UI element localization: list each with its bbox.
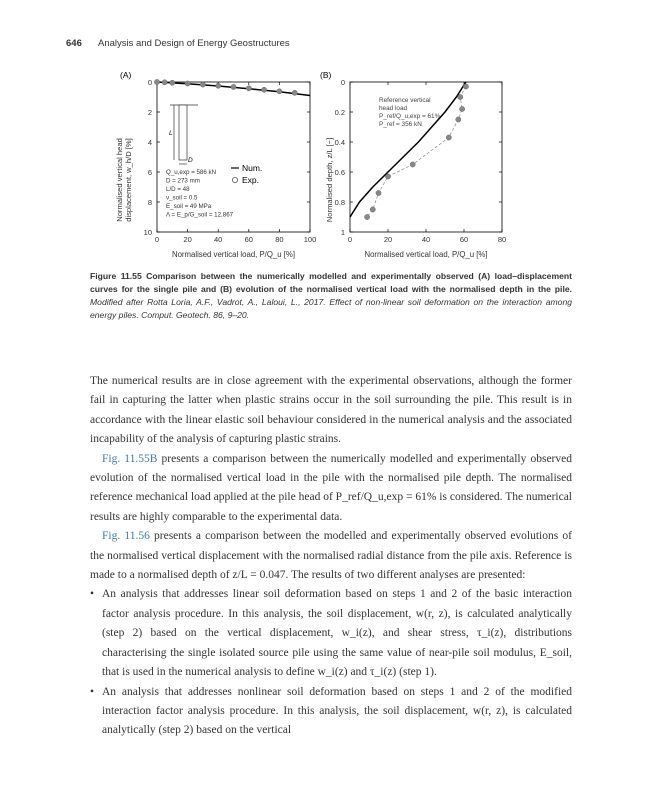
paragraph-2-text: presents a comparison between the numerically modelled and experimentally observed evolution of the normalised vertical load in the pile with the normalised pile depth. The normalised reference mechanical load applied at the pile head of P_ref/Q_u,exp = 61% is considered. The numerical results are highly comparable to the experimental data.: [90, 452, 572, 523]
panel-b-x-tick: 0: [347, 235, 353, 244]
panel-b-ylabel: Normalised depth, z/L [−]: [325, 137, 334, 223]
panel-b-x-tick: 20: [383, 235, 393, 244]
panel-b-y-tick: 0.4: [334, 138, 345, 147]
panel-b-label: (B): [320, 70, 332, 80]
figure-11-55: [110, 70, 530, 270]
list-item: • An analysis that addresses nonlinear soil deformation based on steps 1 and 2 of the modified interaction factor analysis procedure. In this analysis, the soil displacement, w(r, z), is calculated analytically (step 2) based on the vertical: [90, 685, 572, 737]
series-exp-point: [154, 79, 159, 84]
panel-a-legend: [231, 163, 262, 185]
paragraph-3: [90, 527, 572, 585]
panel-a-y-tick: 2: [147, 108, 152, 117]
panel-b-xlabel: Normalised vertical load, P/Q_u [%]: [364, 250, 488, 259]
panel-a-y-tick: 6: [147, 168, 152, 177]
series-exp-point: [410, 162, 415, 167]
annotation-line: head load: [379, 105, 408, 112]
panel-a-y-tick: 8: [147, 198, 152, 207]
series-exp-point: [446, 135, 451, 140]
panel-b-y-tick: 0: [340, 78, 345, 87]
analysis-list: [90, 585, 572, 740]
property-line: D = 273 mm: [166, 177, 200, 185]
panel-a-x-tick: 40: [214, 235, 223, 244]
series-exp-point: [170, 80, 175, 85]
body-text: [90, 372, 572, 741]
panel-a-ylabel-2: displacement, w_h/D [%]: [124, 138, 133, 222]
panel-a: [115, 70, 316, 259]
property-line: ν_soil = 0.5: [166, 194, 198, 202]
panel-b-y-tick: 1: [340, 228, 345, 237]
panel-b-x-tick: 60: [459, 235, 469, 244]
page-number: 646: [66, 38, 82, 49]
series-exp-point: [200, 82, 205, 87]
figure-link-11-55b[interactable]: Fig. 11.55B: [102, 452, 158, 465]
caption-source: Modified after Rotta Loria, A.F., Vadrot, A., Laloui, L., 2017. Effect of non-linear soil deformation on the interaction among energy piles. Comput. Geotech. 86, 9–20.: [90, 297, 572, 320]
panel-a-y-tick: 4: [147, 138, 152, 147]
series-exp-point: [385, 174, 390, 179]
series-exp-point: [458, 94, 463, 99]
property-line: Λ = E_p/G_soil = 12,867: [166, 211, 234, 219]
panel-a-y-tick: 0: [147, 78, 152, 87]
series-exp-point: [185, 81, 190, 86]
property-line: Q_u,exp = 586 kN: [166, 169, 217, 176]
panel-b-y-tick: 0.6: [334, 168, 345, 177]
series-exp-point: [463, 84, 468, 89]
pile-length-label: L: [169, 130, 173, 137]
figure-caption: [90, 270, 572, 322]
panel-a-label: (A): [120, 70, 132, 80]
bullet-1-text: An analysis that addresses linear soil deformation based on steps 1 and 2 of the basic interaction factor analysis procedure. In this analysis, the soil displacement, w(r, z), is calculated analytically (step 2) based on the vertical displacement, w_i(z), and shear stress, τ_i(z), distributions characterising the single isolated source pile using the same value of near-pile soil modulus, E_soil, that is used in the numerical analysis to define w_i(z) and τ_i(z) (step 1).: [102, 588, 572, 679]
series-exp-point: [456, 117, 461, 122]
list-item: • An analysis that addresses linear soil deformation based on steps 1 and 2 of the basic interaction factor analysis procedure. In this analysis, the soil displacement, w(r, z), is calculated analytically (step 2) based on the vertical displacement, w_i(z), and shear stress, τ_i(z), distributions characterising the single isolated source pile using the same value of near-pile soil modulus, E_soil, that is used in the numerical analysis to define w_i(z) and τ_i(z) (step 1).: [90, 588, 572, 679]
panel-a-x-tick: 80: [275, 235, 284, 244]
series-exp-point: [277, 89, 282, 94]
series-exp-point: [216, 83, 221, 88]
panel-a-x-tick: 60: [244, 235, 253, 244]
annotation-line: Reference vertical: [379, 97, 431, 104]
series-exp-point: [162, 80, 167, 85]
panel-a-x-tick: 100: [303, 235, 317, 244]
property-line: L/D = 48: [166, 186, 190, 193]
legend-num-label: Num.: [242, 163, 263, 173]
bullet-2-text: An analysis that addresses nonlinear soil deformation based on steps 1 and 2 of the modified interaction factor analysis procedure. In this analysis, the soil displacement, w(r, z), is calculated analytically (step 2) based on the vertical: [102, 685, 572, 737]
property-line: E_soil = 49 MPa: [166, 203, 212, 210]
panel-b-x-tick: 80: [497, 235, 507, 244]
panel-a-properties: [166, 169, 234, 219]
figure-link-11-56[interactable]: Fig. 11.56: [102, 530, 150, 543]
caption-text: Comparison between the numerically modelled and experimentally observed (A) load–displacement curves for the single pile and (B) evolution of the normalised vertical load with the normalised depth in the pile.: [90, 271, 572, 294]
panel-a-x-tick: 20: [183, 235, 192, 244]
panel-b-annotation: [379, 97, 441, 128]
legend-exp-marker: [232, 177, 237, 182]
panel-b-y-tick: 0.2: [334, 108, 345, 117]
annotation-line: P_ref/Q_u,exp = 61%: [379, 113, 441, 120]
pile-diameter-label: D: [188, 157, 193, 164]
panel-b-y-tick: 0.8: [334, 198, 345, 207]
paragraph-2: [90, 450, 572, 528]
pile-shaft: [179, 105, 187, 160]
series-exp-point: [231, 84, 236, 89]
series-exp-point: [262, 87, 267, 92]
caption-label: Figure 11.55: [90, 271, 142, 281]
panel-b-x-tick: 40: [421, 235, 431, 244]
paragraph-1: The numerical results are in close agreement with the experimental observations, although the former fail in capturing the latter when plastic strains occur in the soil surrounding the pile. This result is in accordance with the linear elastic soil behaviour considered in the numerical analysis and the associated incapability of the analysis of capturing plastic strains.: [90, 375, 572, 446]
page-header: [66, 38, 290, 49]
panel-b: [320, 70, 506, 259]
annotation-line: P_ref = 356 kN: [379, 121, 422, 128]
series-exp-point: [292, 90, 297, 95]
panel-a-x-tick: 0: [154, 235, 160, 244]
series-exp-point: [376, 190, 381, 195]
running-title: Analysis and Design of Energy Geostructures: [97, 38, 290, 49]
series-exp-point: [246, 86, 251, 91]
series-exp-point: [460, 106, 465, 111]
panel-b-x-ticks: [348, 82, 506, 244]
pile-sketch: [170, 105, 198, 164]
figure-svg: [110, 70, 530, 270]
panel-a-y-tick: 10: [143, 228, 152, 237]
legend-exp-label: Exp.: [242, 175, 260, 185]
series-exp-point: [365, 214, 370, 219]
paragraph-3-text: presents a comparison between the modelled and experimentally observed evolutions of the normalised vertical displacement with the normalised radial distance from the pile axis. Reference is made to a normalised depth of z/L = 0.047. The results of two different analyses are presented:: [90, 530, 572, 582]
panel-a-ylabel-1: Normalised vertical head: [115, 138, 124, 222]
series-exp-point: [370, 207, 375, 212]
panel-a-xlabel: Normalised vertical load, P/Q_u [%]: [171, 250, 296, 259]
